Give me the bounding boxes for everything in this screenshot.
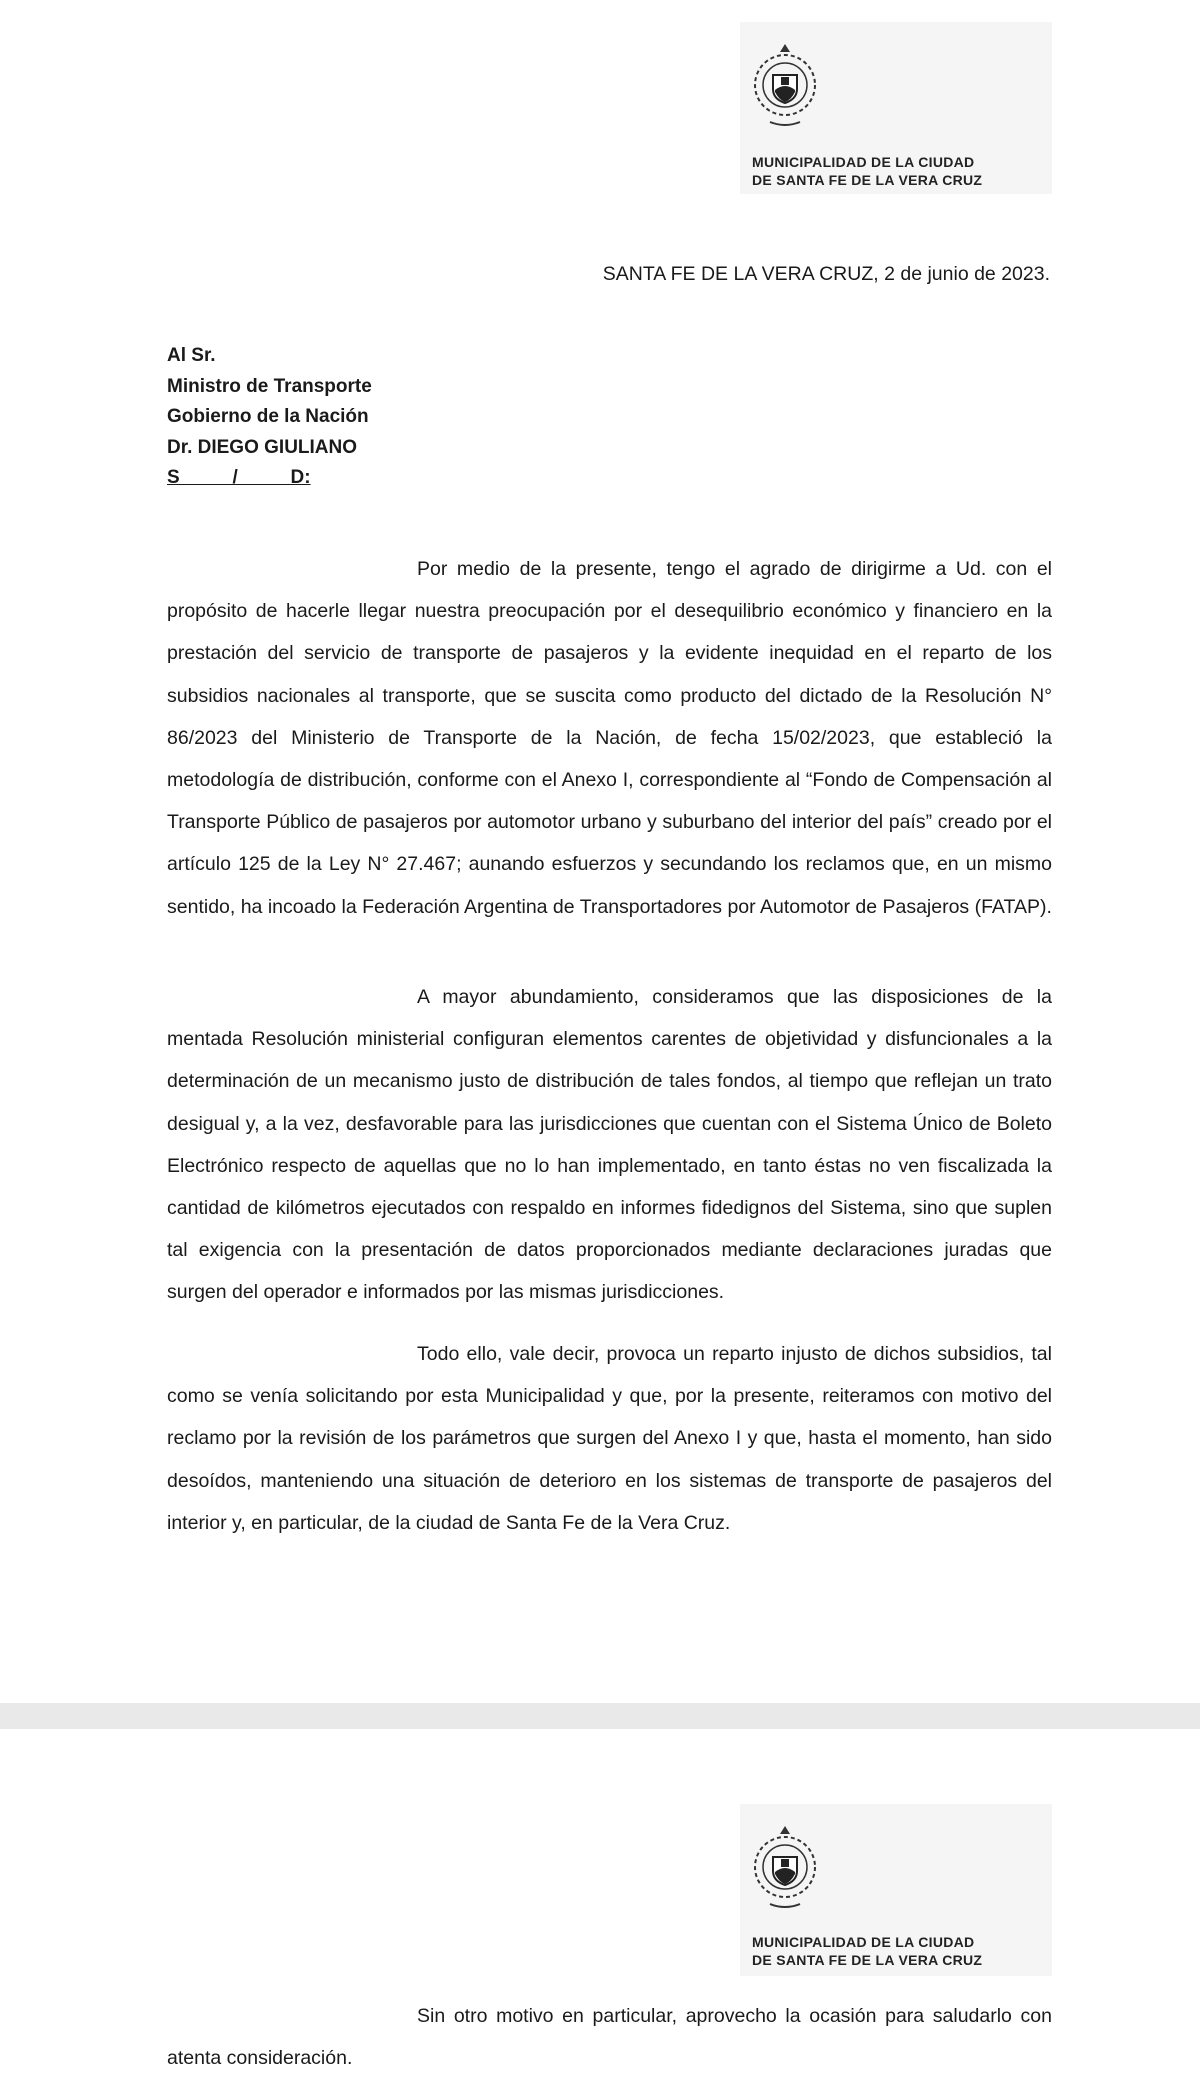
- body-paragraph-2: [167, 976, 1052, 1314]
- addressee-block: [167, 341, 372, 494]
- paragraph-text: Todo ello, vale decir, provoca un reparto injusto de dichos subsidios, tal como se venía solicitando por esta Municipalidad y que, por la presente, reiteramos con motivo del reclamo por la revisión de los parámetros que surgen del Anexo I y que, hasta el momento, han sido desoídos, manteniendo una situación de deterioro en los sistemas de transporte de pasajeros del interior y, en particular, de la ciudad de Santa Fe de la Vera Cruz.: [167, 1343, 1052, 1534]
- municipality-name-line-1: MUNICIPALIDAD DE LA CIUDAD: [752, 154, 975, 170]
- addressee-name: Dr. DIEGO GIULIANO: [167, 436, 358, 458]
- municipal-crest-icon: [740, 1812, 830, 1922]
- municipality-name-line-2: DE SANTA FE DE LA VERA CRUZ: [752, 172, 983, 188]
- municipal-crest-icon: [740, 30, 830, 140]
- body-paragraph-3: [167, 1333, 1052, 1544]
- closing-paragraph: [167, 1995, 1052, 2079]
- municipality-name-line-2: DE SANTA FE DE LA VERA CRUZ: [752, 1952, 983, 1968]
- municipality-name-line-1: MUNICIPALIDAD DE LA CIUDAD: [752, 1934, 975, 1950]
- addressee-sd-line: S / D:: [167, 467, 311, 488]
- body-paragraph-1: [167, 548, 1052, 928]
- letter-date: SANTA FE DE LA VERA CRUZ, 2 de junio de 2023.: [602, 263, 1050, 285]
- addressee-salutation: Al Sr.: [167, 345, 216, 366]
- paragraph-text: Sin otro motivo en particular, aprovecho la ocasión para saludarlo con atenta consideración.: [167, 2005, 1052, 2069]
- page-separator: [0, 1703, 1200, 1729]
- letterhead: [740, 22, 1052, 194]
- addressee-organization: Gobierno de la Nación: [167, 406, 369, 427]
- paragraph-text: Por medio de la presente, tengo el agrado de dirigirme a Ud. con el propósito de hacerle llegar nuestra preocupación por el desequilibrio económico y financiero en la prestación del servicio de transporte de pasajeros y la evidente inequidad en el reparto de los subsidios nacionales al transporte, que se suscita como producto del dictado de la Resolución N° 86/2023 del Ministerio de Transporte de la Nación, de fecha 15/02/2023, que estableció la metodología de distribución, conforme con el Anexo I, correspondiente al “Fondo de Compensación al Transporte Público de pasajeros por automotor urbano y suburbano del interior del país” creado por el artículo 125 de la Ley N° 27.467; aunando esfuerzos y secundando los reclamos que, en un mismo sentido, ha incoado la Federación Argentina de Transportadores por Automotor de Pasajeros (FATAP).: [167, 558, 1052, 918]
- paragraph-text: A mayor abundamiento, consideramos que las disposiciones de la mentada Resolución ministerial configuran elementos carentes de objetividad y disfuncionales a la determinación de un mecanismo justo de distribución de tales fondos, al tiempo que reflejan un trato desigual y, a la vez, desfavorable para las jurisdicciones que cuentan con el Sistema Único de Boleto Electrónico respecto de aquellas que no lo han implementado, en tanto éstas no ven fiscalizada la cantidad de kilómetros ejecutados con respaldo en informes fidedignos del Sistema, sino que suplen tal exigencia con la presentación de datos proporcionados mediante declaraciones juradas que surgen del operador e informados por las mismas jurisdicciones.: [167, 986, 1052, 1304]
- letterhead: [740, 1804, 1052, 1976]
- addressee-title: Ministro de Transporte: [167, 375, 372, 397]
